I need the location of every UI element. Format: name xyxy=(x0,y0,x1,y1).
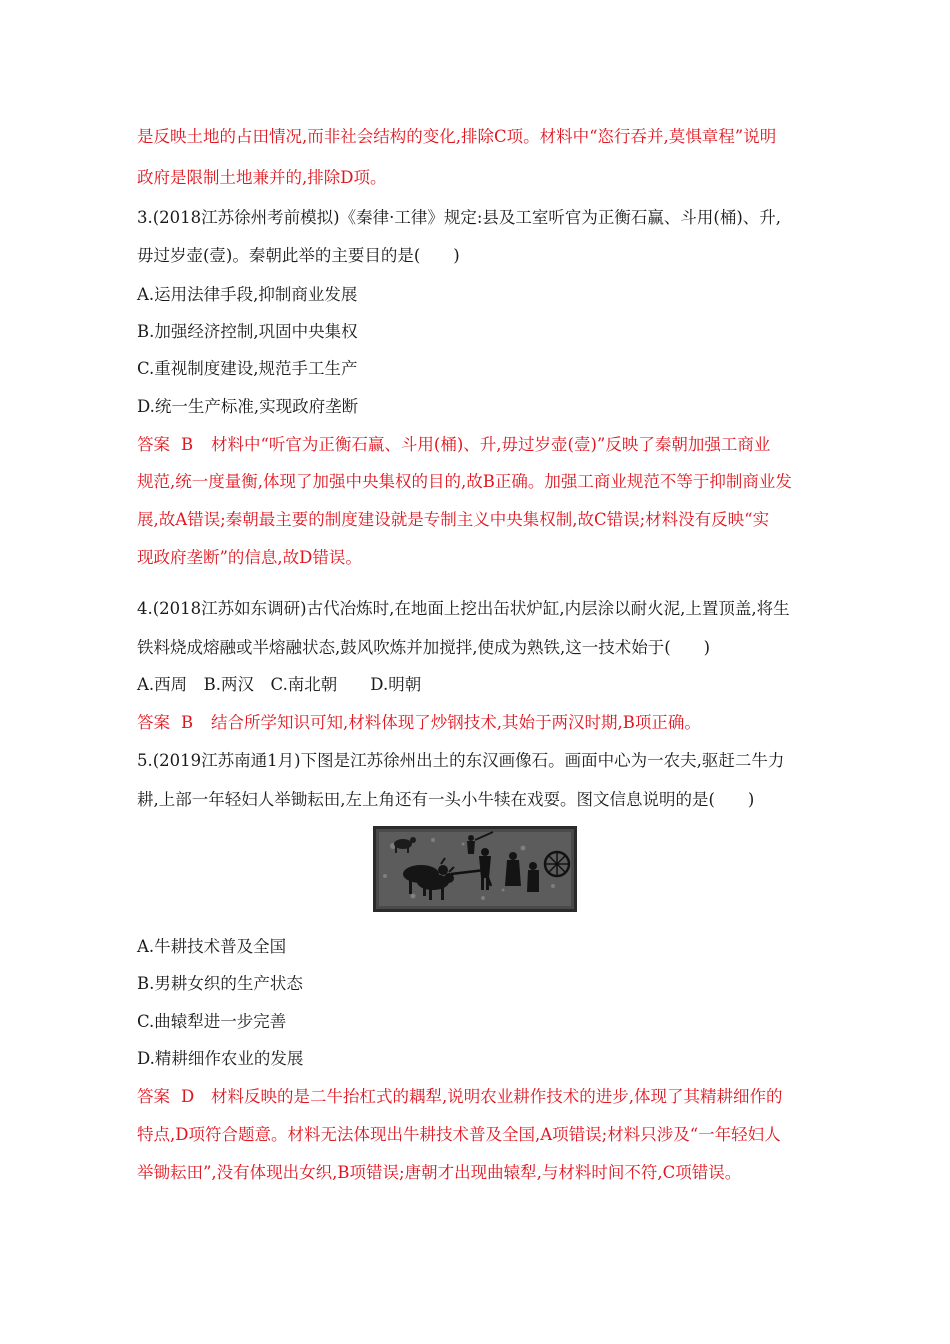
wheel-figure xyxy=(545,852,569,876)
answer-label: 答案 xyxy=(137,1087,170,1106)
q3-option-d: D.统一生产标准,实现政府垄断 xyxy=(137,397,359,416)
answer-text: 材料反映的是二牛抬杠式的耦犁,说明农业耕作技术的进步,体现了其精耕细作的 xyxy=(211,1087,783,1106)
q5-answer-line-3: 举锄耘田”,没有体现出女织,B项错误;唐朝才出现曲辕犁,与材料时间不符,C项错误。 xyxy=(137,1163,742,1182)
q5-option-c: C.曲辕犁进一步完善 xyxy=(137,1012,287,1031)
q5-stem-line-2: 耕,上部一年轻妇人举锄耘田,左上角还有一头小牛犊在戏耍。图文信息说明的是( ) xyxy=(137,790,755,809)
q3-option-b: B.加强经济控制,巩固中央集权 xyxy=(137,322,358,341)
q5-stem-line-1: 5.(2019江苏南通1月)下图是江苏徐州出土的东汉画像石。画面中心为一农夫,驱赶二牛力 xyxy=(137,751,785,770)
q4-answer-line-1 xyxy=(137,711,827,735)
q3-answer-line-4: 现政府垄断”的信息,故D错误。 xyxy=(137,548,362,567)
q4-options: A.西周 B.两汉 C.南北朝 D.明朝 xyxy=(137,675,422,694)
answer-label: 答案 xyxy=(137,435,170,454)
answer-letter: D xyxy=(181,1087,195,1106)
q4-stem-line-1: 4.(2018江苏如东调研)古代冶炼时,在地面上挖出缶状炉缸,内层涂以耐火泥,上置顶盖,将生 xyxy=(137,599,790,618)
answer-text: 结合所学知识可知,材料体现了炒钢技术,其始于两汉时期,B项正确。 xyxy=(211,713,701,732)
q3-option-c: C.重视制度建设,规范手工生产 xyxy=(137,359,358,378)
q3-stem-line-1: 3.(2018江苏徐州考前模拟)《秦律·工律》规定:县及工室听官为正衡石赢、斗用(桶)、升, xyxy=(137,208,782,227)
answer-letter: B xyxy=(181,713,194,732)
q5-answer-line-1 xyxy=(137,1085,827,1109)
q3-option-a: A.运用法律手段,抑制商业发展 xyxy=(137,285,358,304)
answer-text: 材料中“听官为正衡石赢、斗用(桶)、升,毋过岁壶(壹)”反映了秦朝加强工商业 xyxy=(211,435,771,454)
q3-answer-line-2: 规范,统一度量衡,体现了加强中央集权的目的,故B正确。加强工商业规范不等于抑制商业发 xyxy=(137,472,792,491)
carryover-line-1: 是反映土地的占田情况,而非社会结构的变化,排除C项。材料中“恣行吞并,莫惧章程”说明 xyxy=(137,127,777,146)
q3-answer-line-3: 展,故A错误;秦朝最主要的制度建设就是专制主义中央集权制,故C错误;材料没有反映“实 xyxy=(137,510,770,529)
q3-answer-line-1 xyxy=(137,433,827,457)
q4-stem-line-2: 铁料烧成熔融或半熔融状态,鼓风吹炼并加搅拌,使成为熟铁,这一技术始于( ) xyxy=(137,638,711,657)
answer-label: 答案 xyxy=(137,713,170,732)
q5-answer-line-2: 特点,D项符合题意。材料无法体现出牛耕技术普及全国,A项错误;材料只涉及“一年轻妇人 xyxy=(137,1125,781,1144)
q3-stem-line-2: 毋过岁壶(壹)。秦朝此举的主要目的是( ) xyxy=(137,246,460,265)
q5-option-a: A.牛耕技术普及全国 xyxy=(137,937,287,956)
answer-letter: B xyxy=(181,435,194,454)
carryover-line-2: 政府是限制土地兼并的,排除D项。 xyxy=(137,168,387,187)
han-stone-relief-image xyxy=(373,826,577,912)
q5-option-b: B.男耕女织的生产状态 xyxy=(137,974,303,993)
q5-option-d: D.精耕细作农业的发展 xyxy=(137,1049,304,1068)
